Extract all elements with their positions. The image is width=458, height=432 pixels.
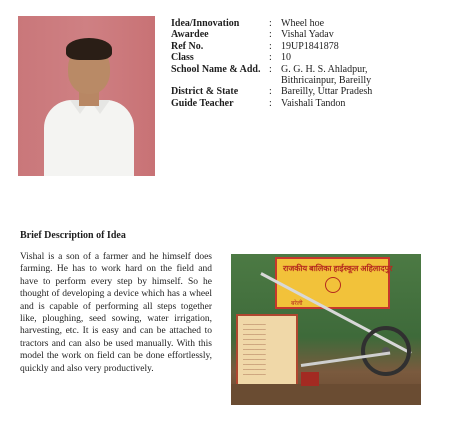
field-value-line1: G. G. H. S. Ahladpur, <box>281 63 368 75</box>
field-label: District & State <box>171 86 239 98</box>
field-label: Ref No. <box>171 40 204 52</box>
row-school <box>171 64 451 87</box>
field-separator: : <box>269 97 272 109</box>
model-photo <box>231 254 421 405</box>
info-board <box>236 314 298 386</box>
banner-text: राजकीय बालिका हाईस्कूल अहिलादपुर <box>283 264 393 273</box>
field-value: Vaishali Tandon <box>281 97 346 109</box>
school-banner <box>275 257 393 309</box>
field-label: Guide Teacher <box>171 97 234 109</box>
row-district <box>171 86 451 97</box>
profile-info <box>171 18 451 109</box>
emblem-icon <box>325 277 341 293</box>
field-value: 10 <box>281 52 291 64</box>
field-label: School Name & Add. <box>171 63 261 75</box>
section-heading: Brief Description of Idea <box>20 230 126 241</box>
field-separator: : <box>269 40 272 52</box>
banner-subtext: बरेली <box>291 301 303 307</box>
row-idea <box>171 18 451 29</box>
field-value <box>281 64 451 87</box>
field-separator: : <box>269 52 272 64</box>
board-text-lines: ──────── ──────── ──────── ──────── ──────── ──────── ──────── ──────── ──────── ──────── ──────── <box>243 322 266 377</box>
awardee-photo <box>18 16 155 176</box>
row-class <box>171 52 451 63</box>
field-separator: : <box>269 29 272 41</box>
field-separator: : <box>269 63 272 75</box>
field-label: Idea/Innovation <box>171 18 240 29</box>
field-separator: : <box>269 18 272 29</box>
field-label: Awardee <box>171 29 209 41</box>
field-value: 19UP1841878 <box>281 40 339 52</box>
field-separator: : <box>269 86 272 98</box>
field-value: Wheel hoe <box>281 18 325 29</box>
field-label: Class <box>171 52 194 64</box>
row-guide-teacher <box>171 98 451 109</box>
field-value: Bareilly, Uttar Pradesh <box>281 86 373 98</box>
description-text: Vishal is a son of a farmer and he himself does farming. He has to work hard on the field and have to perform every step by himself. So he thought of developing a device which has a wheel and is capable of performing all steps together like, ploughing, seed sowing, water irrigation, harvesting, etc. It is easy and can be attached to tractors and can also be used manually. With this model the work on field can be done effortlessly, quickly and also very productively. <box>20 252 212 374</box>
tool-attachment <box>301 372 319 386</box>
field-value: Vishal Yadav <box>281 29 334 41</box>
hair <box>66 38 112 60</box>
field-value-line2: Bithricainpur, Bareilly <box>281 75 372 87</box>
floor <box>231 384 421 405</box>
row-awardee <box>171 29 451 40</box>
row-ref-no <box>171 41 451 52</box>
